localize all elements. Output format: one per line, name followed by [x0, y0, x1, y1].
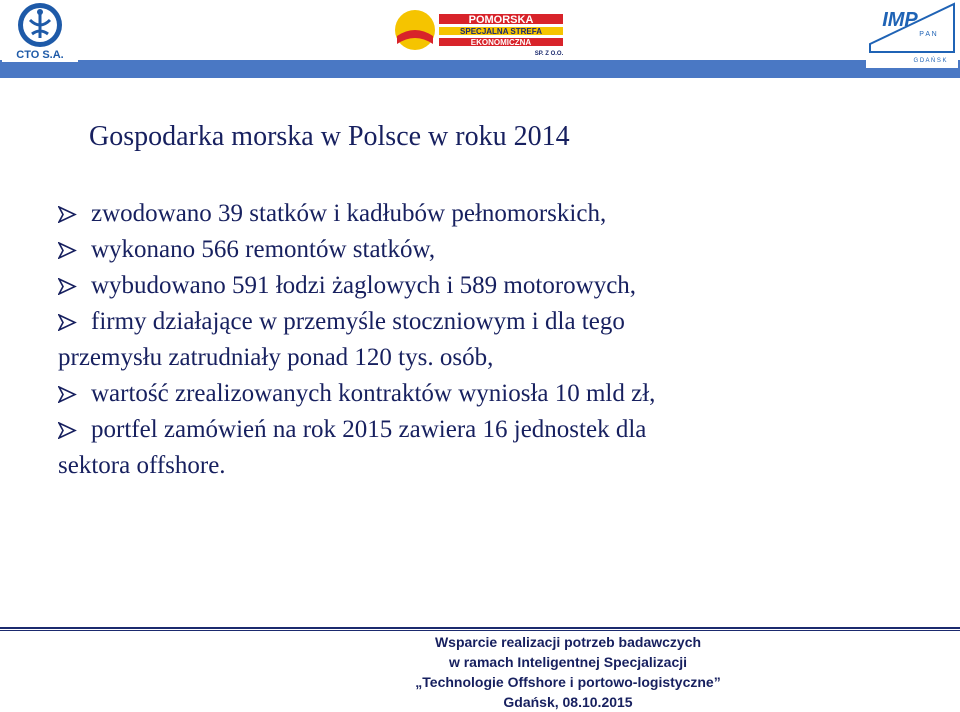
- imp-pan-text: P A N: [919, 31, 937, 38]
- header-band: [0, 60, 960, 78]
- arrow-bullet-icon: [58, 206, 77, 223]
- footer-rule: [0, 627, 960, 629]
- footer-line4: Gdańsk, 08.10.2015: [503, 694, 633, 710]
- imp-logo: [866, 0, 958, 68]
- arrow-bullet-icon: [58, 422, 77, 439]
- footer-rule-thin: [0, 630, 960, 631]
- imp-city-text: G D A Ń S K: [913, 58, 947, 64]
- pomorska-line4: SP. Z O.O.: [534, 51, 564, 57]
- cto-logo-text: CTO S.A.: [16, 49, 64, 61]
- footer-line2: w ramach Inteligentnej Specjalizacji: [448, 654, 688, 670]
- arrow-bullet-icon: [58, 314, 77, 331]
- footer-line3: „Technologie Offshore i portowo-logistyczne”: [415, 674, 721, 690]
- bullet-text: wybudowano 591 łodzi żaglowych i 589 motorowych,: [91, 272, 637, 299]
- arrow-bullet-icon: [58, 242, 77, 259]
- header-band-gap: [0, 78, 960, 90]
- imp-main-text: IMP: [882, 9, 918, 31]
- cto-logo: [2, 0, 78, 62]
- bullet-text: wartość zrealizowanych kontraktów wyniosła 10 mld zł,: [91, 380, 656, 407]
- bullet-text: portfel zamówień na rok 2015 zawiera 16 jednostek dla: [91, 416, 647, 443]
- bullet-item: [58, 376, 938, 412]
- arrow-bullet-icon: [58, 278, 77, 295]
- bullet-item: [58, 268, 938, 304]
- header: [0, 0, 960, 92]
- pomorska-line2: SPECJALNA STREFA: [460, 27, 542, 36]
- pomorska-line3: EKONOMICZNA: [470, 38, 532, 47]
- pomorska-line1: POMORSKA: [468, 14, 534, 26]
- bullet-list: [58, 196, 938, 484]
- footer-line1: Wsparcie realizacji potrzeb badawczych: [434, 634, 702, 650]
- bullet-text: firmy działające w przemyśle stoczniowym i dla tego: [91, 308, 625, 335]
- bullet-item: [58, 304, 938, 376]
- bullet-continuation: przemysłu zatrudniały ponad 120 tys. osób,: [58, 344, 494, 371]
- pomorska-logo: [393, 0, 571, 60]
- footer: [0, 632, 960, 712]
- bullet-item: [58, 196, 938, 232]
- bullet-item: [58, 232, 938, 268]
- bullet-item: [58, 412, 938, 484]
- arrow-bullet-icon: [58, 386, 77, 403]
- bullet-text: wykonano 566 remontów statków,: [91, 236, 436, 263]
- bullet-text: zwodowano 39 statków i kadłubów pełnomorskich,: [91, 200, 607, 227]
- bullet-continuation: sektora offshore.: [58, 452, 226, 479]
- slide-title: Gospodarka morska w Polsce w roku 2014: [89, 121, 570, 152]
